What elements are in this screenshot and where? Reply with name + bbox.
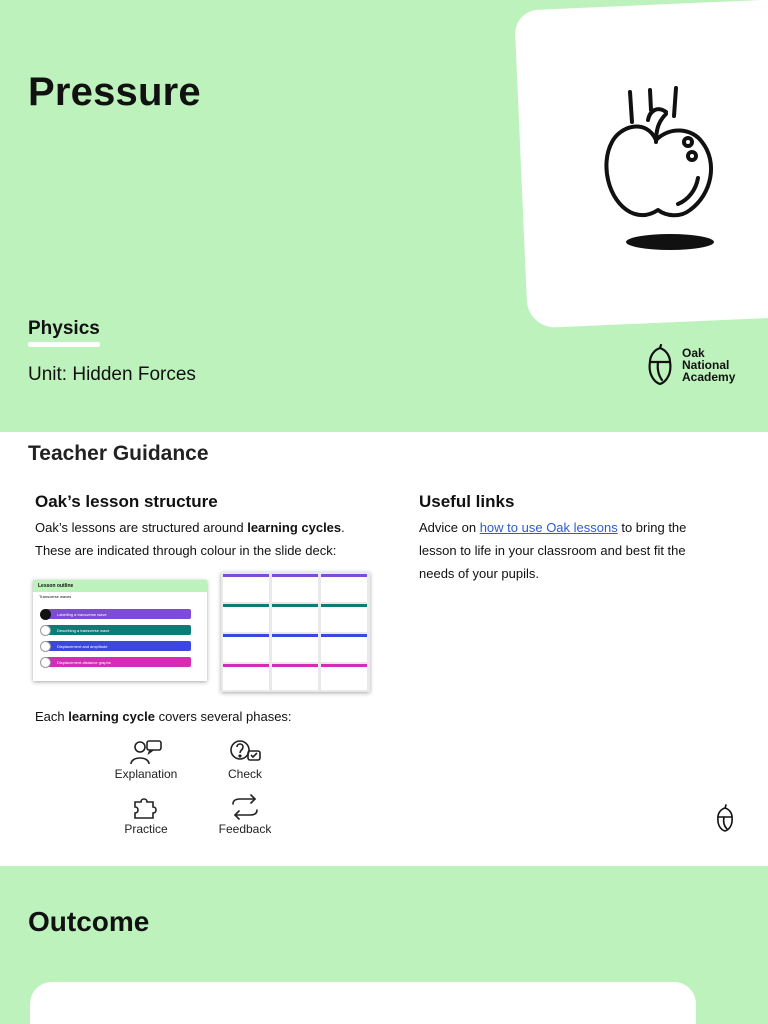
useful-links-heading: Useful links <box>419 492 515 511</box>
unit-name: Hidden Forces <box>72 364 196 385</box>
slide-deck-thumbnails <box>221 572 370 692</box>
outline-dot-2 <box>40 625 51 636</box>
feedback-icon <box>228 794 262 820</box>
subject-label: Physics <box>28 318 100 339</box>
teacher-guidance-heading: Teacher Guidance <box>28 442 209 465</box>
thumb-6 <box>321 604 367 632</box>
phase-label-explanation: Explanation <box>114 767 178 781</box>
phases-intro-b: covers several phases: <box>154 709 292 724</box>
ls-text-b: . <box>341 520 345 535</box>
thumb-2 <box>272 574 318 602</box>
phase-practice <box>101 794 191 836</box>
outline-dot-4 <box>40 657 51 668</box>
phase-feedback <box>200 794 290 836</box>
outline-subtitle: Transverse waves <box>39 594 72 599</box>
outline-cycle-2: Describing a transverse wave <box>45 625 191 635</box>
thumb-1 <box>223 574 269 602</box>
lesson-structure-heading: Oak’s lesson structure <box>35 492 218 511</box>
outcome-heading: Outcome <box>28 906 150 937</box>
check-icon <box>228 739 262 765</box>
outline-cycle-3: Displacement and amplitude <box>45 641 191 651</box>
outline-cycle-1: Labelling a transverse wave <box>45 609 191 619</box>
thumb-3 <box>321 574 367 602</box>
lesson-outline-thumbnail <box>33 580 207 681</box>
outcome-card <box>30 982 696 1024</box>
phase-label-check: Check <box>227 767 262 781</box>
thumb-9 <box>321 634 367 662</box>
ls-text-a: Oak’s lessons are structured around <box>35 520 248 535</box>
thumb-7 <box>223 634 269 662</box>
teacher-guidance-slide <box>0 432 768 866</box>
ul-text-a: Advice on <box>419 520 480 535</box>
unit-prefix: Unit: <box>28 364 68 385</box>
lesson-title: Pressure <box>28 70 201 114</box>
thumb-8 <box>272 634 318 662</box>
phase-label-practice: Practice <box>124 822 168 836</box>
logo-line-oak: Oak <box>682 346 705 360</box>
outline-title: Lesson outline <box>33 580 207 592</box>
acorn-icon <box>644 344 676 386</box>
oak-national-academy-logo <box>644 344 735 386</box>
phases-intro-bold: learning cycle <box>68 709 155 724</box>
phase-check <box>200 739 290 781</box>
unit-line <box>28 364 196 386</box>
phases-intro-a: Each <box>35 709 69 724</box>
ul-text-b: to bring the lesson to life in your classroom and best fit the needs of your pupils. <box>419 520 687 581</box>
subject-underline <box>28 342 100 347</box>
cover-slide <box>0 0 768 432</box>
lesson-structure-text <box>35 516 385 562</box>
outline-cycle-4: Displacement-distance graphs <box>45 657 191 667</box>
logo-line-national: National <box>682 358 730 372</box>
useful-links-text <box>419 516 719 585</box>
how-to-use-oak-lessons-link[interactable]: how to use Oak lessons <box>479 520 618 535</box>
phase-explanation <box>101 739 191 781</box>
acorn-icon <box>714 804 736 832</box>
thumb-10 <box>223 664 269 690</box>
explanation-icon <box>129 739 163 765</box>
thumb-11 <box>272 664 318 690</box>
outline-dot-3 <box>40 641 51 652</box>
thumb-4 <box>223 604 269 632</box>
ls-text-2: These are indicated through colour in the slide deck: <box>35 543 337 558</box>
ls-text-bold: learning cycles <box>247 520 342 535</box>
practice-icon <box>129 794 163 820</box>
logo-line-academy: Academy <box>682 370 736 384</box>
outline-dot-1 <box>40 609 51 620</box>
thumb-5 <box>272 604 318 632</box>
falling-apple-illustration <box>590 82 730 262</box>
outcome-slide <box>0 866 768 1024</box>
phase-label-feedback: Feedback <box>218 822 272 836</box>
thumb-12 <box>321 664 367 690</box>
phases-intro <box>35 709 292 724</box>
